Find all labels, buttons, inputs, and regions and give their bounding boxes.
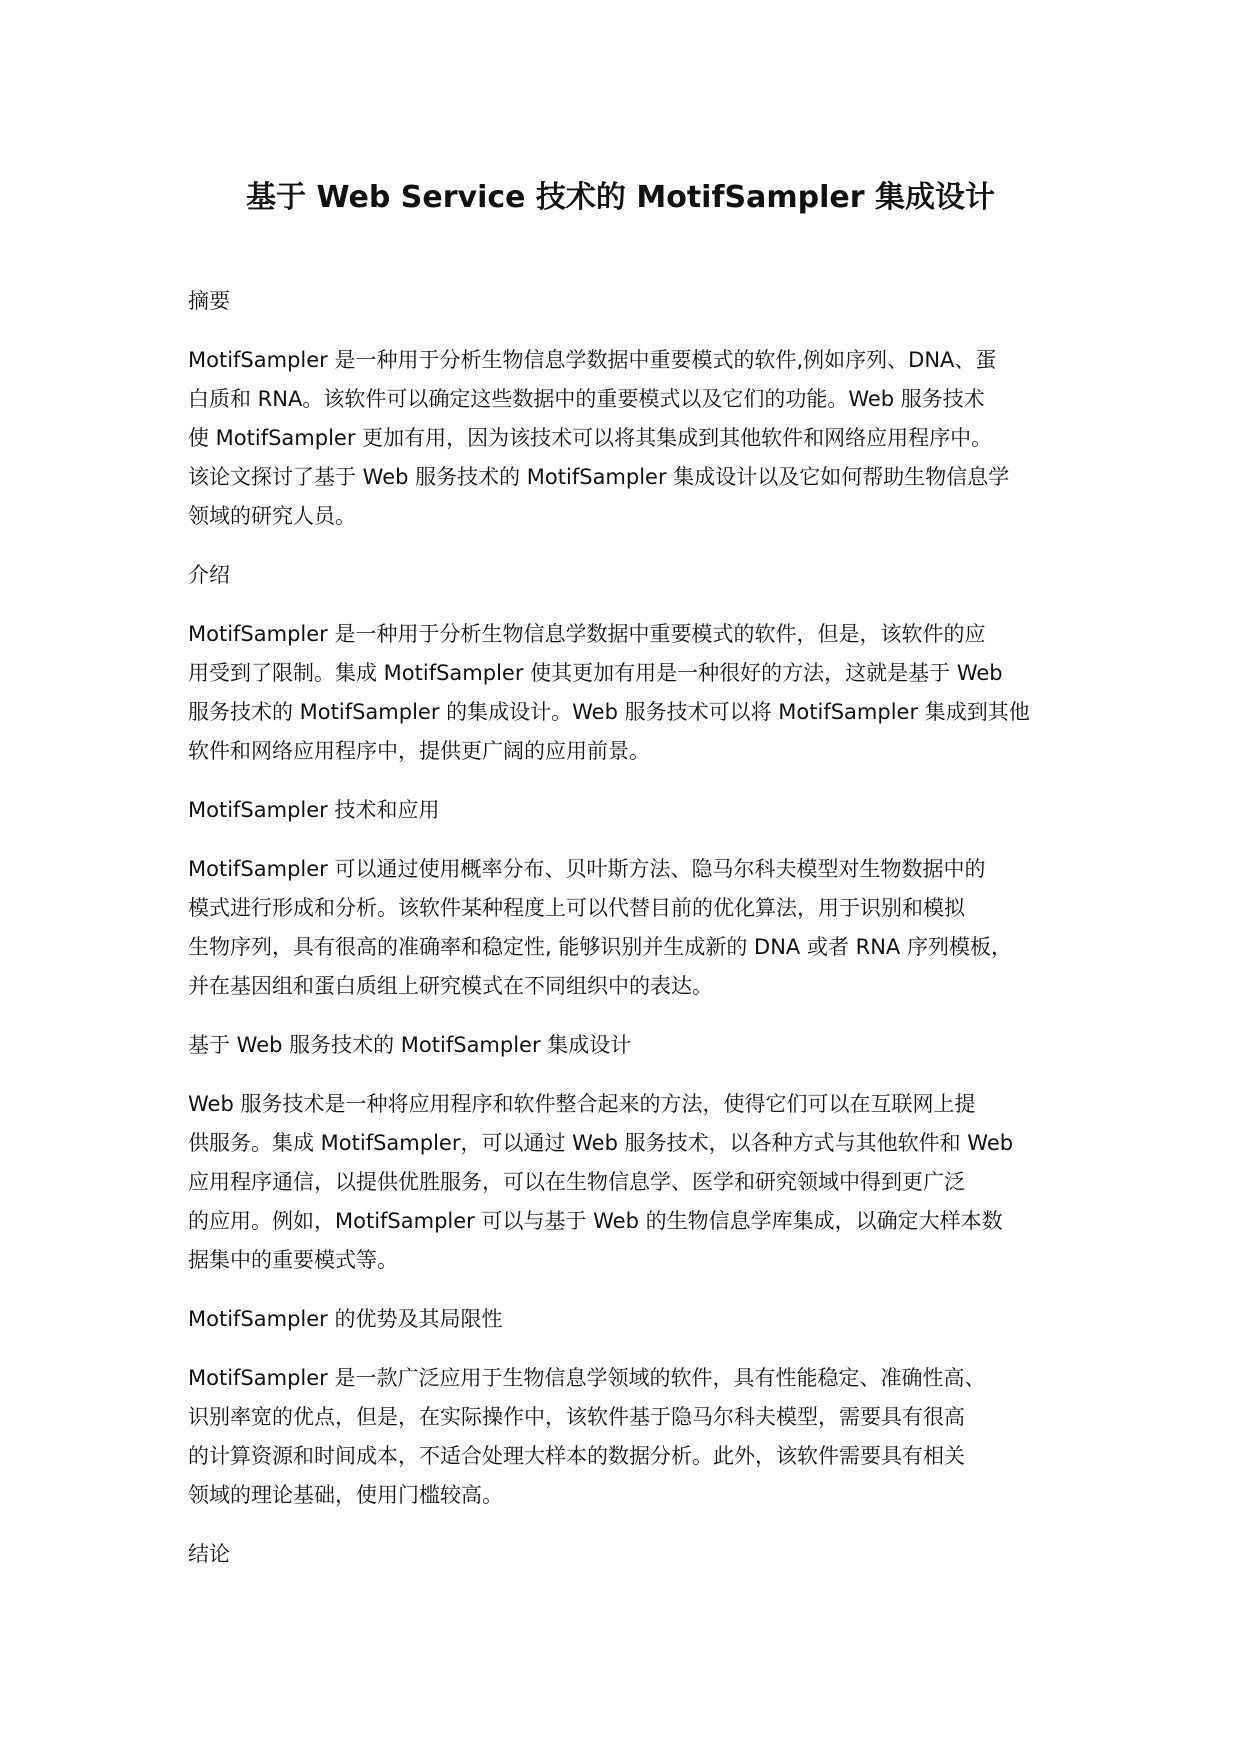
paragraph-line: 白质和 RNA。该软件可以确定这些数据中的重要模式以及它们的功能。Web 服务技术 (188, 387, 985, 411)
paragraph-line: 领域的理论基础，使用门槛较高。 (188, 1483, 503, 1507)
paragraph-line: 并在基因组和蛋白质组上研究模式在不同组织中的表达。 (188, 974, 713, 998)
paragraph (188, 341, 1068, 536)
paragraph-line: 该论文探讨了基于 Web 服务技术的 MotifSampler 集成设计以及它如何帮助生物信息学 (188, 465, 1010, 489)
section-advantages-limitations (188, 1300, 1068, 1535)
section-heading: MotifSampler 的优势及其局限性 (188, 1307, 503, 1331)
paragraph-line: 用受到了限制。集成 MotifSampler 使其更加有用是一种很好的方法，这就是基于 Web (188, 661, 1003, 685)
paragraph-line: 生物序列，具有很高的准确率和稳定性, 能够识别并生成新的 DNA 或者 RNA 序列模板， (188, 935, 1012, 959)
paragraph-line: 服务技术的 MotifSampler 的集成设计。Web 服务技术可以将 MotifSampler 集成到其他 (188, 700, 1030, 724)
section-introduction (188, 556, 1068, 791)
section-conclusion (188, 1535, 1068, 1574)
document-body (188, 282, 1068, 1574)
paragraph-line: MotifSampler 是一种用于分析生物信息学数据中重要模式的软件，但是，该软件的应 (188, 622, 986, 646)
paragraph-line: 应用程序通信，以提供优胜服务，可以在生物信息学、医学和研究领域中得到更广泛 (188, 1170, 965, 1194)
section-technology (188, 791, 1068, 1026)
paragraph-line: 的计算资源和时间成本，不适合处理大样本的数据分析。此外，该软件需要具有相关 (188, 1444, 965, 1468)
section-heading: 基于 Web 服务技术的 MotifSampler 集成设计 (188, 1033, 632, 1057)
section-heading: 结论 (188, 1542, 230, 1566)
section-heading: MotifSampler 技术和应用 (188, 798, 440, 822)
paragraph (188, 1085, 1068, 1280)
paragraph (188, 1359, 1068, 1515)
section-abstract (188, 282, 1068, 556)
paragraph-line: 领域的研究人员。 (188, 504, 356, 528)
paragraph (188, 615, 1068, 771)
paragraph-line: 软件和网络应用程序中，提供更广阔的应用前景。 (188, 739, 650, 763)
paragraph-line: MotifSampler 是一款广泛应用于生物信息学领域的软件，具有性能稳定、准确性高、 (188, 1366, 986, 1390)
paragraph-line: Web 服务技术是一种将应用程序和软件整合起来的方法，使得它们可以在互联网上提 (188, 1092, 976, 1116)
paragraph-line: 模式进行形成和分析。该软件某种程度上可以代替目前的优化算法，用于识别和模拟 (188, 896, 965, 920)
section-heading: 介绍 (188, 563, 230, 587)
paragraph-line: 据集中的重要模式等。 (188, 1248, 398, 1272)
section-integration-design (188, 1026, 1068, 1300)
paragraph (188, 850, 1068, 1006)
paragraph-line: 识别率宽的优点，但是，在实际操作中，该软件基于隐马尔科夫模型，需要具有很高 (188, 1405, 965, 1429)
paragraph-line: 使 MotifSampler 更加有用，因为该技术可以将其集成到其他软件和网络应用程序中。 (188, 426, 993, 450)
document-title: 基于 Web Service 技术的 MotifSampler 集成设计 (246, 180, 995, 215)
section-heading: 摘要 (188, 289, 230, 313)
paragraph-line: 的应用。例如，MotifSampler 可以与基于 Web 的生物信息学库集成，以确定大样本数 (188, 1209, 1003, 1233)
paragraph-line: 供服务。集成 MotifSampler，可以通过 Web 服务技术，以各种方式与其他软件和 Web (188, 1131, 1014, 1155)
paragraph-line: MotifSampler 是一种用于分析生物信息学数据中重要模式的软件,例如序列、DNA、蛋 (188, 348, 997, 372)
paragraph-line: MotifSampler 可以通过使用概率分布、贝叶斯方法、隐马尔科夫模型对生物数据中的 (188, 857, 986, 881)
